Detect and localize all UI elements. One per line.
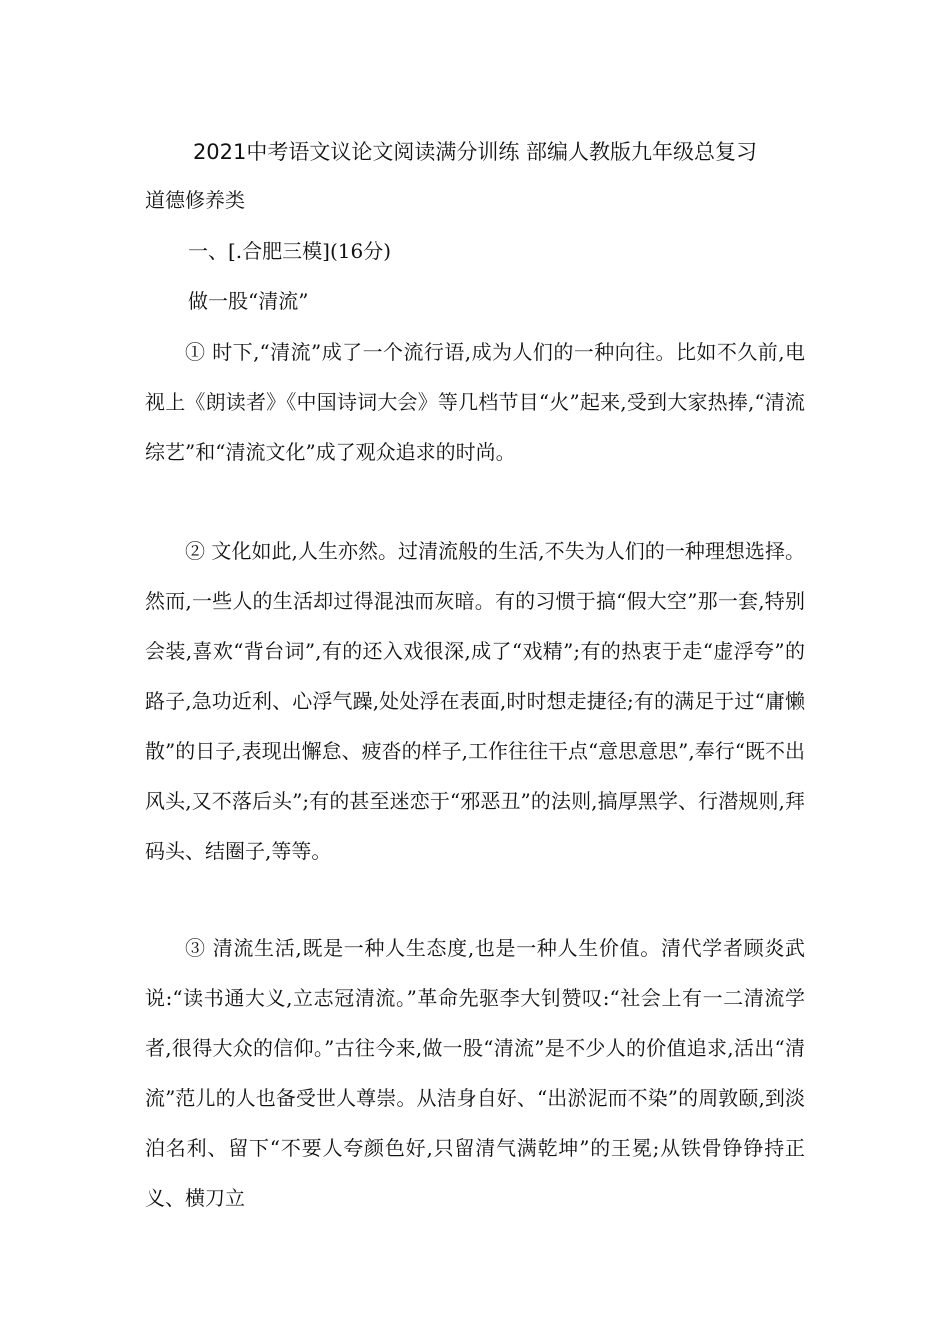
document-title: 2021中考语文议论文阅读满分训练 部编人教版九年级总复习: [192, 140, 758, 164]
paragraph-3: ③ 清流生活,既是一种人生态度,也是一种人生价值。清代学者顾炎武说:“读书通大义,立志冠清流。”革命先驱李大钊赞叹:“社会上有一二清流学者,很得大众的信仰。”古往今来,做一股“清流”是不少人的价值追求,活出“清流”范儿的人也备受世人尊崇。从洁身自好、“出淤泥而不染”的周敦颐,到淡泊名利、留下“不要人夸颜色好,只留清气满乾坤”的王冕;从铁骨铮铮持正义、横刀立: [145, 936, 805, 1210]
paragraph-2: ② 文化如此,人生亦然。过清流般的生活,不失为人们的一种理想选择。然而,一些人的生活却过得混浊而灰暗。有的习惯于搞“假大空”那一套,特别会装,喜欢“背台词”,有的还入戏很深,成了“戏精”;有的热衷于走“虚浮夸”的路子,急功近利、心浮气躁,处处浮在表面,时时想走捷径;有的满足于过“庸懒散”的日子,表现出懈怠、疲沓的样子,工作往往干点“意思意思”,奉行“既不出风头,又不落后头”;有的甚至迷恋于“邪恶丑”的法则,搞厚黑学、行潜规则,拜码头、结圈子,等等。: [145, 539, 805, 863]
article-title: 做一股“清流”: [188, 289, 309, 313]
question-header: 一、[.合肥三模](16分): [188, 239, 392, 263]
paragraph-1: ① 时下,“清流”成了一个流行语,成为人们的一种向往。比如不久前,电视上《朗读者》《中国诗词大会》等几档节目“火”起来,受到大家热捧,“清流综艺”和“清流文化”成了观众追求的时尚。: [145, 340, 805, 464]
category-label: 道德修养类: [145, 188, 245, 212]
